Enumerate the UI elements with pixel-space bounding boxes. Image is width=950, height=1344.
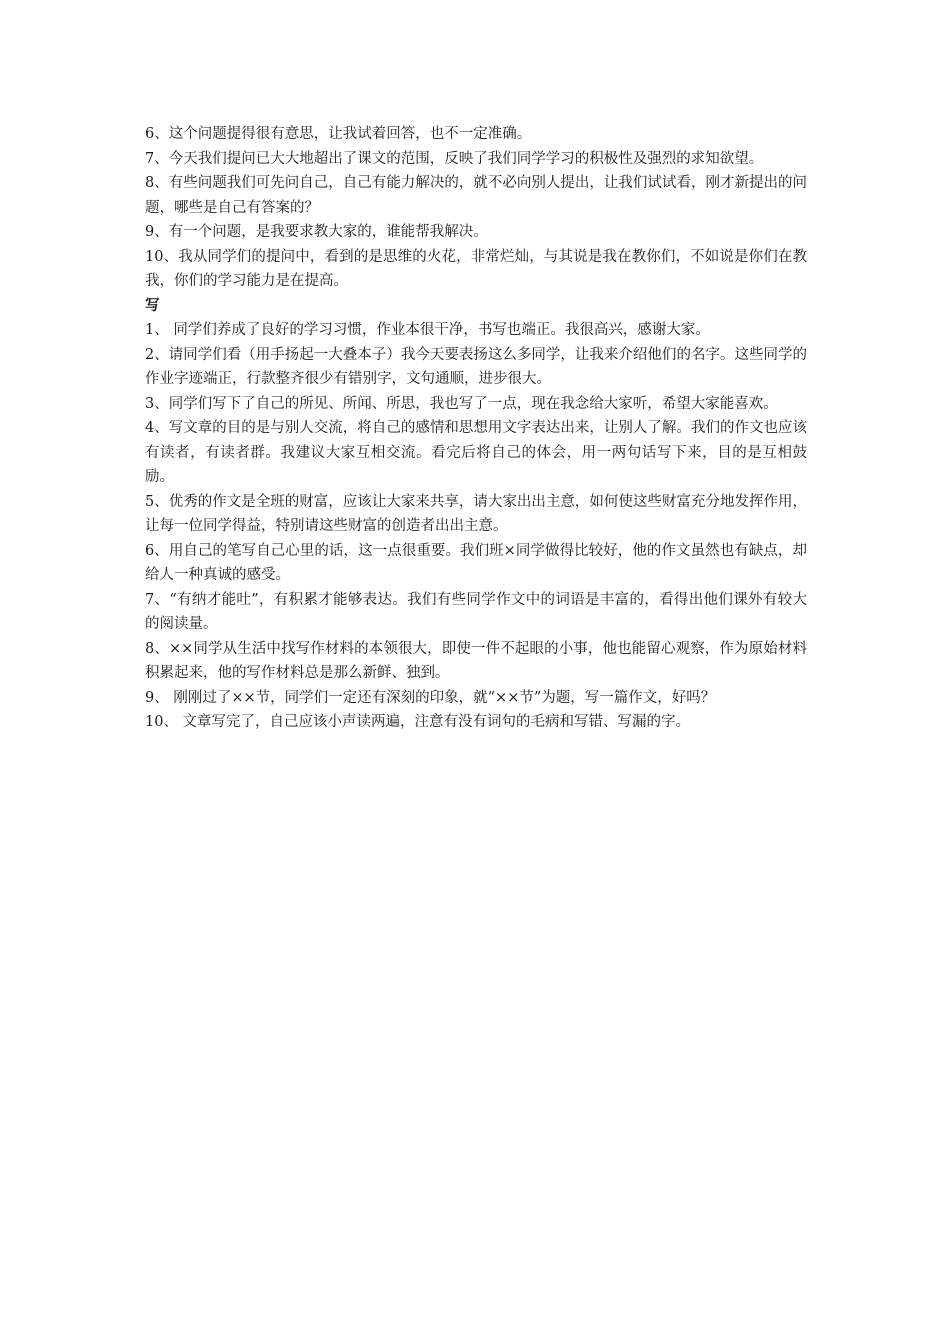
write-item-3: 3、同学们写下了自己的所见、所闻、所思，我也写了一点，现在我念给大家听，希望大家能喜欢。 xyxy=(145,395,778,412)
ask-item-9: 9、有一个问题，是我要求教大家的，谁能帮我解决。 xyxy=(145,224,488,240)
write-item-2: 2、请同学们看（用手扬起一大叠本子）我今天要表扬这么多同学，让我来介绍他们的名字。这些同学的作业字迹端正，行款整齐很少有错别字，文句通顺，进步很大。 xyxy=(145,346,807,387)
write-item-4: 4、写文章的目的是与别人交流，将自己的感情和思想用文字表达出来，让别人了解。我们的作文也应该有读者，有读者群。我建议大家互相交流。看完后将自己的体会，用一两句话写下来，目的是互相鼓励。 xyxy=(145,420,807,485)
write-section xyxy=(145,294,807,735)
ask-item-8: 8、有些问题我们可先问自己，自己有能力解决的，就不必向别人提出，让我们试试看，刚才新提出的问题，哪些是自己有答案的？ xyxy=(145,175,807,216)
write-item-7: 7、“有纳才能吐”，有积累才能够表达。我们有些同学作文中的词语是丰富的，看得出他们课外有较大的阅读量。 xyxy=(145,591,807,632)
write-item-5: 5、优秀的作文是全班的财富，应该让大家来共享，请大家出出主意，如何使这些财富充分地发挥作用，让每一位同学得益，特别请这些财富的创造者出出主意。 xyxy=(145,493,807,534)
ask-item-7: 7、今天我们提问已大大地超出了课文的范围，反映了我们同学学习的积极性及强烈的求知欲望。 xyxy=(145,150,764,167)
write-item-1: 1、 同学们养成了良好的学习习惯，作业本很干净，书写也端正。我很高兴，感谢大家。 xyxy=(145,322,710,338)
ask-item-10: 10、我从同学们的提问中，看到的是思维的火花，非常烂灿，与其说是我在教你们，不如说是你们在教我，你们的学习能力是在提高。 xyxy=(145,248,807,289)
ask-item-6: 6、这个问题提得很有意思，让我试着回答，也不一定准确。 xyxy=(145,126,532,142)
write-heading: 写 xyxy=(145,296,160,314)
write-item-9: 9、 刚刚过了××节，同学们一定还有深刻的印象，就“××节”为题，写一篇作文，好吗？ xyxy=(145,689,716,706)
write-item-8: 8、××同学从生活中找写作材料的本领很大，即使一件不起眼的小事，他也能留心观察，作为原始材料积累起来，他的写作材料总是那么新鲜、独到。 xyxy=(145,640,807,681)
write-item-10: 10、 文章写完了，自己应该小声读两遍，注意有没有词句的毛病和写错、写漏的字。 xyxy=(145,714,691,730)
ask-section xyxy=(145,122,807,294)
write-item-6: 6、用自己的笔写自己心里的话，这一点很重要。我们班×同学做得比较好，他的作文虽然也有缺点，却给人一种真诚的感受。 xyxy=(145,542,807,583)
document-page xyxy=(145,122,807,735)
